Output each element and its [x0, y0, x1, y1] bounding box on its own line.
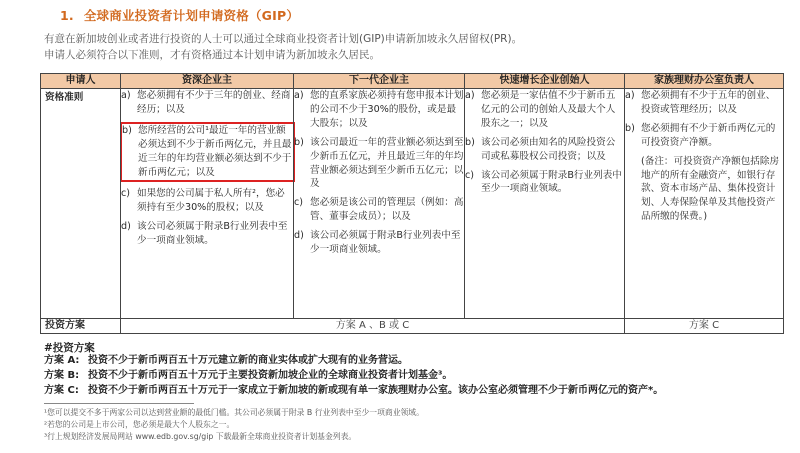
item-marker: b): [465, 136, 475, 148]
footnote-2: ²若您的公司是上市公司，您必须是最大个人股东之一。: [44, 420, 235, 429]
item-text: 该公司最近一年的营业额必须达到至少新币五亿元，并且最近三年的年均营业额必须达到至少新币五亿元；以及: [310, 136, 464, 190]
table-header-row: [41, 74, 784, 89]
header-next-gen-owner: 下一代企业主: [294, 74, 465, 89]
item-marker: b): [122, 124, 132, 136]
header-founder: 快速增长企业创始人: [465, 74, 625, 89]
item-text: 该公司必须属于附录B行业列表中至少一项商业领域。: [137, 221, 288, 247]
footnote-divider: [44, 403, 194, 404]
plans-list: [44, 353, 784, 398]
header-senior-owner: 资深企业主: [121, 74, 294, 89]
list-item: [121, 187, 293, 215]
list-item: [625, 89, 783, 117]
footnote-1: ¹您可以提交不多于两家公司以达到营业额的最低门槛。其公司必须属于附录 B 行业列表中至少一项商业领域。: [44, 408, 424, 417]
item-text: 您所经营的公司¹最近一年的营业额必须达到不少于新币两亿元，并且最近三年的年均营业额必须达到不少于新币两亿元；以及: [138, 124, 292, 178]
col-family-office: [625, 89, 784, 319]
list-item: [465, 169, 624, 197]
list-item: [625, 122, 783, 150]
footnotes: [44, 407, 424, 443]
intro-line-2: 申请人必须符合以下准则，才有资格通过本计划申请为新加坡永久居民。: [44, 49, 380, 61]
item-marker: d): [294, 230, 304, 242]
plan-text: 投资不少于新币两百五十万元于主要投资新加坡企业的全球商业投资者计划基金³。: [88, 370, 453, 381]
item-text: 您必须是该公司的管理层（例如：高管、董事会成员）；以及: [310, 197, 464, 223]
plan-c-only: 方案 C: [625, 319, 784, 334]
item-text: 您必须拥有不少于三年的创业、经商经历；以及: [137, 90, 291, 115]
item-marker: b): [294, 136, 304, 148]
item-marker: c): [294, 197, 304, 209]
plans-heading: #投资方案: [44, 342, 95, 354]
item-text: 您的直系家族必须持有您申报本计划的公司不少于30%的股份，或是最大股东；以及: [310, 90, 464, 129]
asset-note: (备注：可投资资产净额包括除房地产的所有金融资产，如银行存款、资本市场产品、集体投资计划、人寿保险保单及其他投资产品所缴的保费。): [641, 155, 780, 223]
plan-item: [44, 368, 784, 383]
item-marker: a): [294, 90, 304, 101]
item-text: 该公司必须由知名的风险投资公司或私募股权公司投资；以及: [481, 136, 616, 162]
criteria-row: [41, 89, 784, 319]
row-label-criteria: 资格准则: [41, 89, 121, 319]
investment-row: [41, 319, 784, 334]
list-item: [294, 229, 464, 257]
list-item: [121, 220, 293, 248]
col-senior-owner: [121, 89, 294, 319]
item-marker: c): [465, 169, 475, 181]
plan-text: 投资不少于新币两百五十万元于一家成立于新加坡的新或现有单一家族理财办公室。该办公室必须管理不少于新币两亿元的资产*。: [88, 385, 664, 396]
col-next-gen-owner: [294, 89, 465, 319]
item-marker: a): [121, 90, 131, 101]
plan-item: [44, 383, 784, 398]
highlighted-item: [120, 122, 295, 183]
plan-name: 方案 A:: [44, 355, 80, 366]
item-text: 您必须拥有不少于新币两亿元的可投资资产净额。: [641, 122, 776, 148]
list-item: [465, 136, 624, 164]
item-marker: a): [625, 90, 635, 101]
header-applicant: 申请人: [41, 74, 121, 89]
section-title: 全球商业投资者计划申请资格（GIP）: [83, 8, 300, 23]
list-item: [465, 89, 624, 131]
item-marker: a): [465, 90, 475, 101]
item-text: 如果您的公司属于私人所有²，您必须持有至少30%的股权；以及: [137, 188, 285, 214]
plan-abc: 方案 A 、B 或 C: [121, 319, 625, 334]
list-item: [294, 136, 464, 192]
row-label-investment: 投资方案: [41, 319, 121, 334]
intro-text: [44, 31, 784, 63]
item-marker: c): [121, 188, 131, 200]
list-item: [294, 196, 464, 224]
plan-name: 方案 B:: [44, 370, 80, 381]
plan-name: 方案 C:: [44, 385, 79, 396]
item-text: 您必须是一家估值不少于新币五亿元的公司的创始人及最大个人股东之一；以及: [481, 90, 616, 129]
item-marker: d): [121, 221, 131, 233]
eligibility-table: [40, 73, 784, 334]
item-text: 该公司必须属于附录B行业列表中至少一项商业领域。: [481, 169, 622, 195]
item-marker: b): [625, 122, 635, 134]
footnote-3: ³行上规划经济发展局网站 www.edb.gov.sg/gip 下载最新全球商业投资者计划基金列表。: [44, 432, 357, 441]
item-text: 您必须拥有不少于五年的创业、投资或管理经历；以及: [641, 90, 776, 115]
section-number: 1.: [60, 8, 74, 23]
plan-item: [44, 353, 784, 368]
plan-text: 投资不少于新币两百五十万元建立新的商业实体或扩大现有的业务营运。: [88, 355, 408, 366]
list-item: [121, 89, 293, 117]
section-heading: [60, 6, 299, 24]
intro-line-1: 有意在新加坡创业或者进行投资的人士可以通过全球商业投资者计划(GIP)申请新加坡永久居留权(PR)。: [44, 33, 523, 45]
list-item: [294, 89, 464, 131]
item-text: 该公司必须属于附录B行业列表中至少一项商业领域。: [310, 230, 461, 256]
header-family-office: 家族理财办公室负责人: [625, 74, 784, 89]
col-founder: [465, 89, 625, 319]
